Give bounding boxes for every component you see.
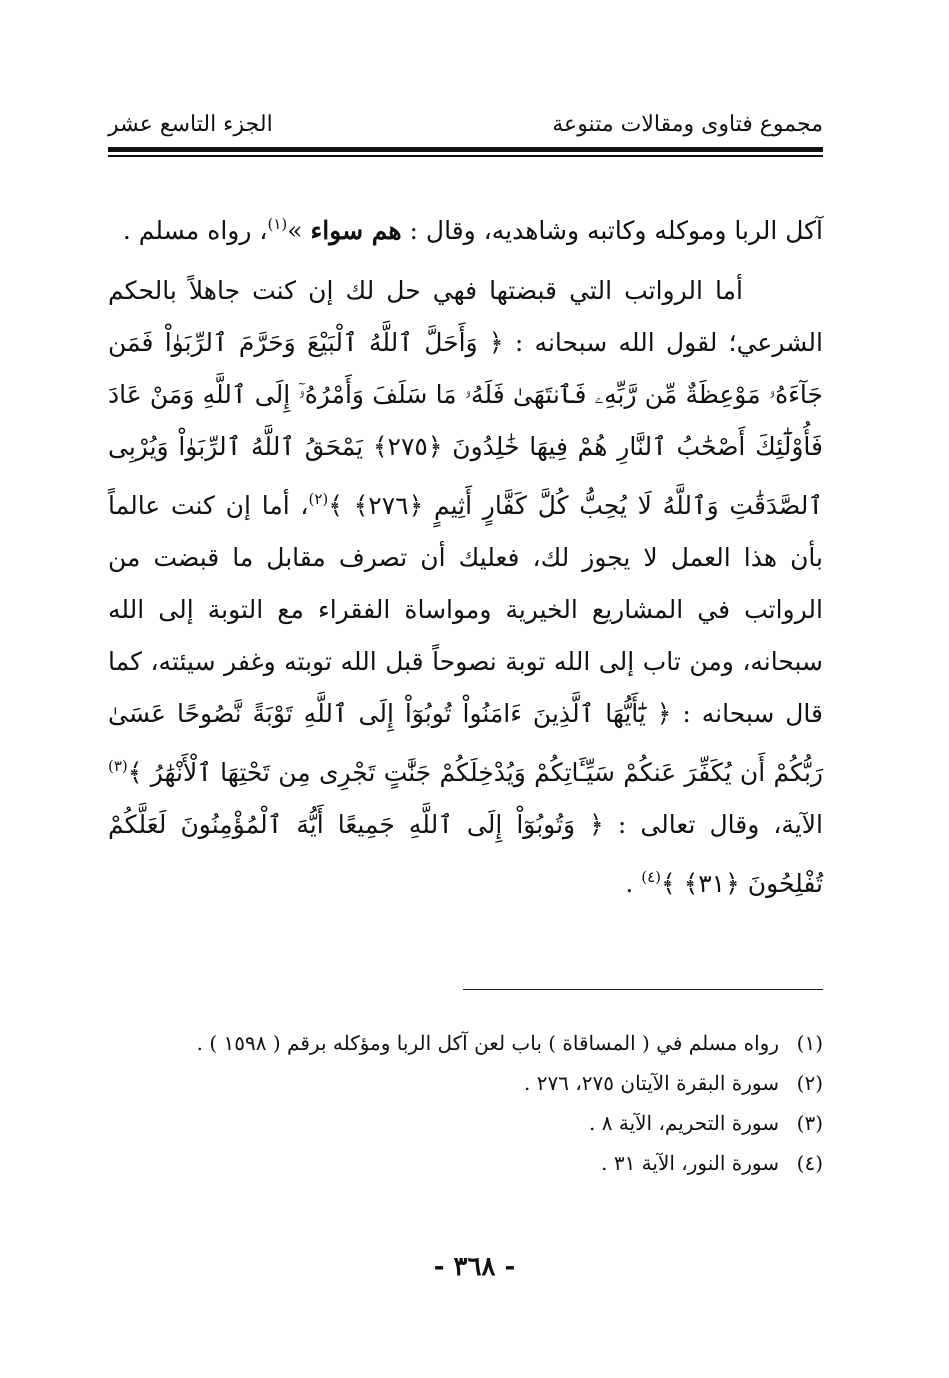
running-header: [108, 108, 823, 144]
paragraph-2: [108, 265, 823, 910]
book-title: مجموع فتاوى ومقالات متنوعة: [552, 112, 823, 137]
header-rule-thick: [108, 147, 823, 152]
paragraph-2-text-d: .: [625, 869, 642, 898]
quran-verse-1: ﴿ وَأَحَلَّ ٱللَّهُ ٱلْبَيْعَ وَحَرَّمَ ٱلرِّبَوٰاْ فَمَن جَآءَهُۥ مَوْعِظَةٌ مِّن رَّبِّهِۦ فَٱنتَهَىٰ فَلَهُۥ مَا سَلَفَ وَأَمْرُهُۥٓ إِلَى ٱللَّهِ وَمَنْ عَادَ فَأُوْلَٰٓئِكَ أَصْحَٰبُ ٱلنَّارِ هُمْ فِيهَا خَٰلِدُونَ ﴿٢٧٥﴾ يَمْحَقُ ٱللَّهُ ٱلرِّبَوٰاْ وَيُرْبِى ٱلصَّدَقَٰتِ وَٱللَّهُ لَا يُحِبُّ كُلَّ كَفَّارٍ أَثِيمٍ ﴿٢٧٦﴾ ﴾: [108, 328, 823, 520]
footnote-ref-1: (١): [267, 215, 288, 233]
footnote-number: (٢): [796, 1071, 823, 1095]
page-number: - ٣٦٨ -: [433, 1252, 516, 1282]
hadith-quote-bold: هم سواء: [310, 216, 402, 245]
footnote-item: [108, 1105, 823, 1141]
footnote-ref-4: (٤): [641, 868, 661, 886]
header-rule-thin: [108, 155, 823, 157]
paragraph-1-text-b: »: [287, 216, 311, 245]
footnote-item: [108, 1145, 823, 1181]
footnote-item: [108, 1065, 823, 1101]
volume-part: الجزء التاسع عشر: [108, 112, 273, 137]
footnote-text: رواه مسلم في ( المساقاة ) باب لعن آكل الربا ومؤكله برقم ( ١٥٩٨ ) .: [196, 1031, 779, 1055]
footnote-number: (٣): [796, 1111, 823, 1135]
quran-verse-2: ﴿ يَٰٓأَيُّهَا ٱلَّذِينَ ءَامَنُواْ تُوبُوٓاْ إِلَى ٱللَّهِ تَوْبَةً نَّصُوحًا عَسَىٰ رَبُّكُمْ أَن يُكَفِّرَ عَنكُمْ سَيِّـَٔاتِكُمْ وَيُدْخِلَكُمْ جَنَّٰتٍ تَجْرِى مِن تَحْتِهَا ٱلْأَنْهَٰرُ ﴾: [108, 699, 823, 787]
paragraph-2-text-b: ، أما إن كنت عالماً بأن هذا العمل لا يجوز لك، فعليك أن تصرف مقابل ما قبضت من الرواتب في المشاريع الخيرية ومواساة الفقراء مع التوبة إلى الله سبحانه، ومن تاب إلى الله توبة نصوحاً قبل الله توبته وغفر سيئته، كما قال سبحانه :: [108, 491, 824, 728]
quran-verse-3: ﴿ وَتُوبُوٓاْ إِلَى ٱللَّهِ جَمِيعًا أَيُّهَ ٱلْمُؤْمِنُونَ لَعَلَّكُمْ تُفْلِحُونَ ﴿٣١﴾ ﴾: [108, 810, 823, 898]
paragraph-1-text-c: ، رواه مسلم .: [122, 216, 268, 245]
paragraph-2-text-a: أما الرواتب التي قبضتها فهي حل لك إن كنت جاهلاً بالحكم الشرعي؛ لقول الله سبحانه :: [108, 276, 823, 357]
footnote-number: (٤): [796, 1151, 823, 1175]
footnote-text: سورة التحريم، الآية ٨ .: [589, 1111, 779, 1135]
paragraph-2-text-c: الآية، وقال تعالى :: [603, 810, 823, 839]
footnote-item: [108, 1025, 823, 1061]
footnotes: [108, 1025, 823, 1185]
footnote-ref-3: (٣): [108, 757, 128, 775]
paragraph-1: [108, 198, 823, 257]
footnote-text: سورة البقرة الآيتان ٢٧٥، ٢٧٦ .: [524, 1071, 779, 1095]
footnote-separator: [463, 989, 823, 990]
main-text: [108, 198, 823, 910]
footnote-text: سورة النور، الآية ٣١ .: [601, 1151, 779, 1175]
footnote-number: (١): [796, 1031, 823, 1055]
paragraph-1-text-a: آكل الربا وموكله وكاتبه وشاهديه، وقال :: [401, 216, 823, 245]
footnote-ref-2: (٢): [308, 490, 329, 508]
